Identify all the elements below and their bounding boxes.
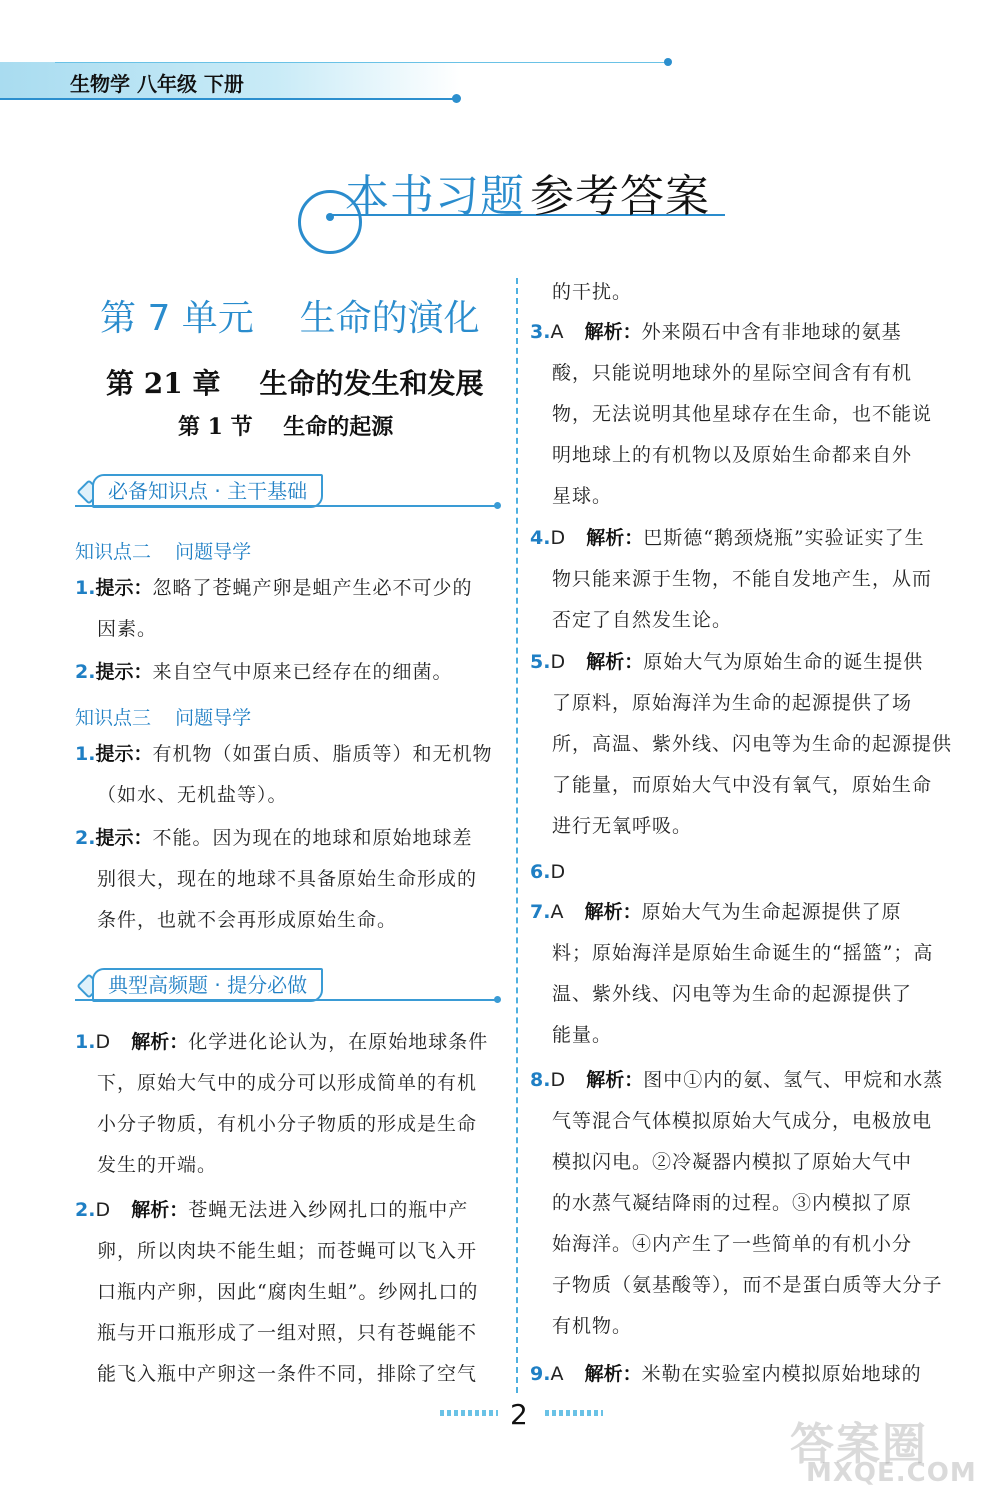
answer-item: 7.A 解析：原始大气为生命起源提供了原 料；原始海洋是原始生命诞生的“摇篮”；高 温、紫外线、闪电等为生命的起源提供了 能量。	[530, 901, 934, 1046]
list-item: 1.提示：忽略了苍蝇产卵是蛆产生必不可少的 因素。	[75, 577, 473, 640]
page-number-decoration	[440, 1410, 498, 1416]
list-item: 1.提示：有机物（如蛋白质、脂质等）和无机物 （如水、无机盐等）。	[75, 743, 493, 806]
banner-title-part2: 参考答案	[530, 171, 710, 222]
column-divider	[516, 278, 518, 1393]
header-rule-bottom	[0, 98, 460, 100]
watermark-logo: 答案圈	[790, 1419, 928, 1470]
answer-item: 2.D 解析：苍蝇无法进入纱网扎口的瓶中产 卵，所以肉块不能生蛆；而苍蝇可以飞入开 口瓶内产卵，因此“腐肉生蛆”。纱网扎口的 瓶与开口瓶形成了一组对照，只有苍蝇能不 能飞入瓶中产卵这一条件不同，排除了空气	[75, 1199, 479, 1385]
chapter-title: 第 21 章 生命的发生和发展	[106, 367, 484, 400]
tag-dot-icon	[494, 502, 501, 509]
header-dot-icon	[664, 58, 672, 66]
header-dot-icon	[452, 94, 461, 103]
answer-item: 9.A 解析：米勒在实验室内模拟原始地球的	[530, 1363, 922, 1385]
header-rule-top	[55, 62, 670, 63]
page-number: 2	[510, 1398, 528, 1431]
answer-item: 8.D 解析：图中①内的氨、氢气、甲烷和水蒸 气等混合气体模拟原始大气成分，电极放电 模拟闪电。②冷凝器内模拟了原始大气中 的水蒸气凝结降雨的过程。③内模拟了原 始海洋。④内产生了一些简单的有机小分 子物质（氨基酸等），而不是蛋白质等大分子 有机物。	[530, 1069, 944, 1337]
tag-rule	[75, 999, 497, 1001]
section-tag-basics: 必备知识点 · 主干基础	[92, 474, 323, 508]
list-item: 2.提示：来自空气中原来已经存在的细菌。	[75, 661, 453, 683]
page-number-decoration	[545, 1410, 603, 1416]
watermark-url: MXQE.COM	[806, 1458, 977, 1488]
tag-dot-icon	[494, 996, 501, 1003]
running-header: 生物学 八年级 下册	[70, 72, 244, 96]
answer-item: 6.D	[530, 861, 566, 883]
answer-item: 4.D 解析：巴斯德“鹅颈烧瓶”实验证实了生 物只能来源于生物，不能自发地产生，从而 否定了自然发生论。	[530, 527, 933, 631]
knowledge-point-2-heading: 知识点二 问题导学	[75, 541, 252, 563]
tag-rule	[75, 505, 497, 507]
answer-continuation: 的干扰。	[552, 281, 633, 303]
section-tag-practice: 典型高频题 · 提分必做	[92, 968, 323, 1002]
answer-item: 1.D 解析：化学进化论认为，在原始地球条件 下，原始大气中的成分可以形成简单的有机 小分子物质，有机小分子物质的形成是生命 发生的开端。	[75, 1031, 489, 1176]
section-title: 第 1 节 生命的起源	[178, 414, 394, 440]
answer-item: 5.D 解析：原始大气为原始生命的诞生提供 了原料，原始海洋为生命的起源提供了场 所，高温、紫外线、闪电等为生命的起源提供 了能量，而原始大气中没有氧气，原始生命 进行无氧呼吸。	[530, 651, 953, 837]
list-item: 2.提示：不能。因为现在的地球和原始地球差 别很大，现在的地球不具备原始生命形成的 条件，也就不会再形成原始生命。	[75, 827, 478, 931]
banner-title-part1: 本书习题	[345, 171, 525, 222]
answer-item: 3.A 解析：外来陨石中含有非地球的氨基 酸，只能说明地球外的星际空间含有有机 物，无法说明其他星球存在生命，也不能说 明地球上的有机物以及原始生命都来自外 星球。	[530, 321, 933, 507]
knowledge-point-3-heading: 知识点三 问题导学	[75, 707, 252, 729]
unit-title: 第 7 单元 生命的演化	[100, 298, 480, 339]
